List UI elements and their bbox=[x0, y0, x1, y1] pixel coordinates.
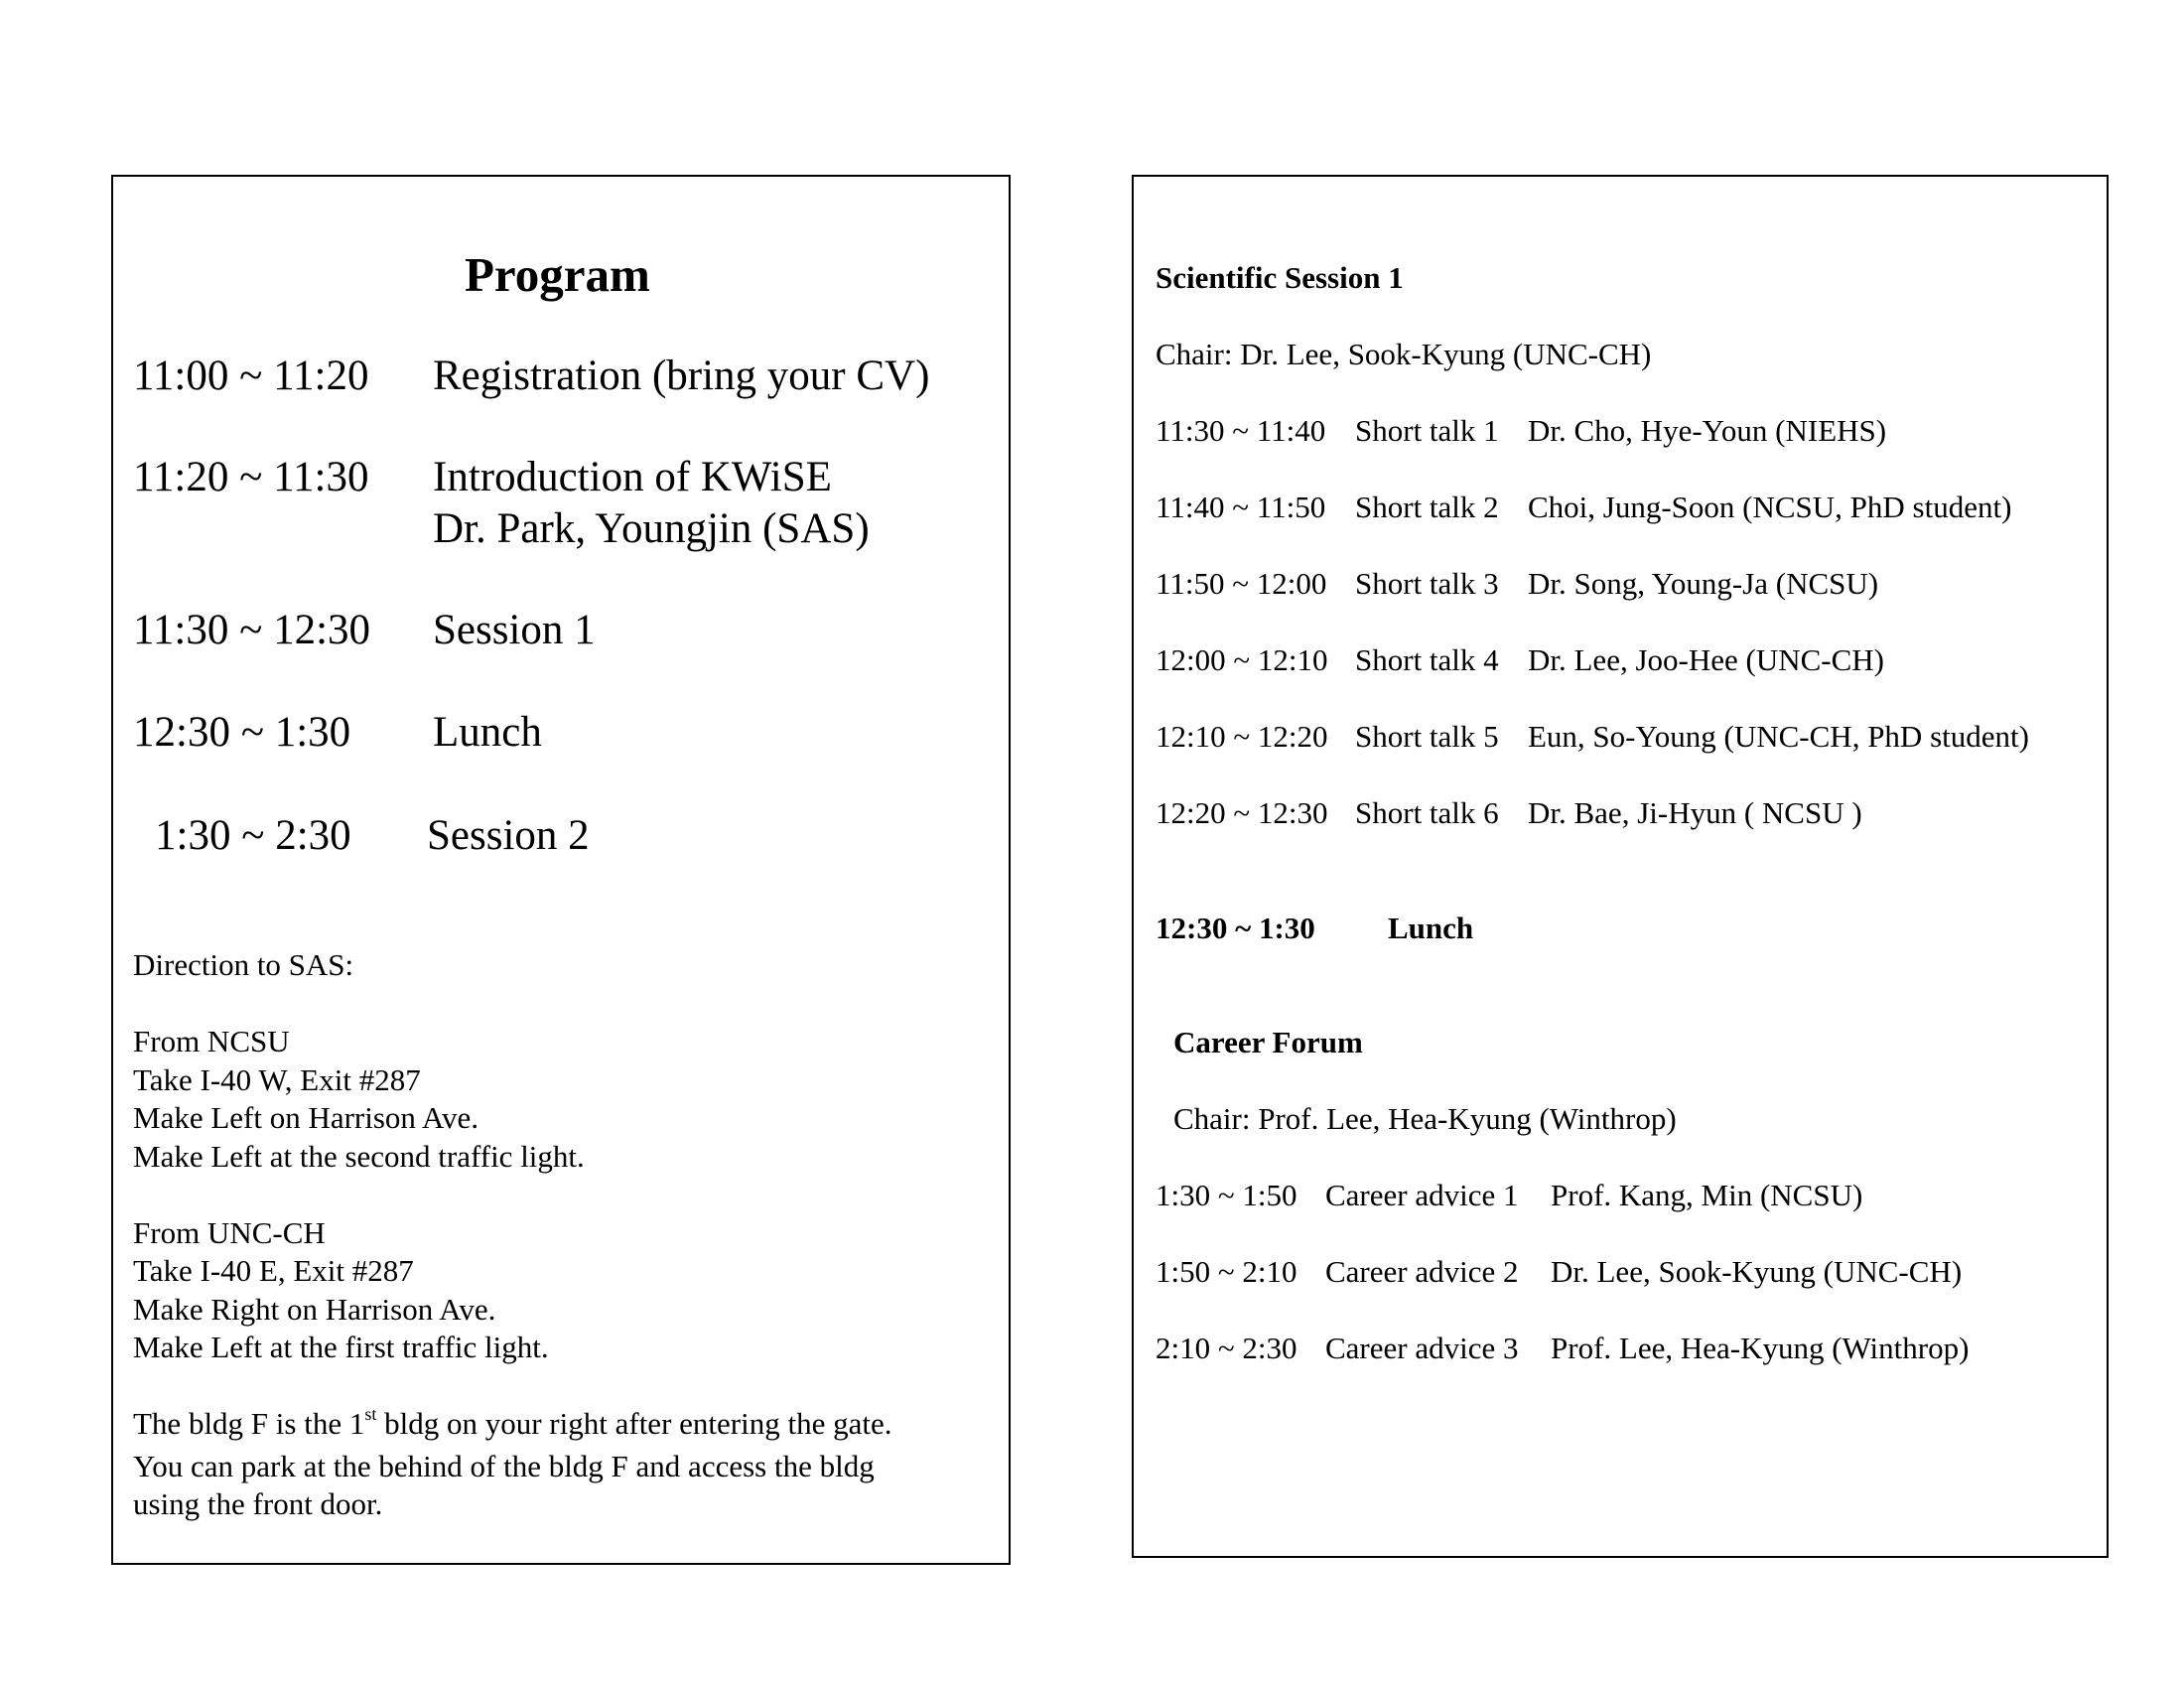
directions-line: Make Left at the first traffic light. bbox=[133, 1330, 549, 1364]
talk-time: 11:30 ~ 11:40 bbox=[1156, 413, 1326, 448]
career-title: Career Forum bbox=[1173, 1025, 1363, 1059]
talk-time: 12:00 ~ 12:10 bbox=[1156, 642, 1328, 677]
directions-line: Take I-40 E, Exit #287 bbox=[133, 1253, 414, 1288]
advice-speaker: Prof. Lee, Hea-Kyung (Winthrop) bbox=[1551, 1331, 1970, 1365]
building-note-line: using the front door. bbox=[133, 1486, 383, 1521]
talk-speaker: Dr. Bae, Ji-Hyun ( NCSU ) bbox=[1528, 795, 1862, 830]
advice-time: 1:30 ~ 1:50 bbox=[1156, 1178, 1297, 1212]
advice-speaker: Dr. Lee, Sook-Kyung (UNC-CH) bbox=[1551, 1254, 1963, 1289]
directions-unc-title: From UNC-CH bbox=[133, 1214, 326, 1250]
program-label: Introduction of KWiSE bbox=[433, 454, 832, 500]
talk-time: 12:20 ~ 12:30 bbox=[1156, 795, 1328, 830]
directions-heading: Direction to SAS: bbox=[133, 947, 354, 982]
talk-label: Short talk 4 bbox=[1355, 642, 1499, 677]
talk-label: Short talk 5 bbox=[1355, 719, 1499, 754]
program-label: Registration (bring your CV) bbox=[433, 352, 930, 399]
program-time: 12:30 ~ 1:30 bbox=[133, 709, 351, 756]
program-time: 1:30 ~ 2:30 bbox=[155, 812, 351, 859]
directions bbox=[133, 946, 891, 1524]
directions-line: Make Left at the second traffic light. bbox=[133, 1138, 585, 1174]
directions-line: Make Right on Harrison Ave. bbox=[133, 1291, 496, 1327]
talk-speaker: Eun, So-Young (UNC-CH, PhD student) bbox=[1528, 719, 2029, 754]
talk-time: 11:40 ~ 11:50 bbox=[1156, 490, 1326, 524]
program-time: 11:30 ~ 12:30 bbox=[133, 607, 371, 653]
career-chair: Chair: Prof. Lee, Hea-Kyung (Winthrop) bbox=[1173, 1101, 1677, 1136]
talk-label: Short talk 3 bbox=[1355, 566, 1499, 601]
advice-speaker: Prof. Kang, Min (NCSU) bbox=[1551, 1178, 1863, 1212]
program-time: 11:00 ~ 11:20 bbox=[133, 352, 369, 399]
program-title: Program bbox=[465, 247, 650, 302]
advice-label: Career advice 1 bbox=[1325, 1178, 1519, 1212]
advice-time: 2:10 ~ 2:30 bbox=[1156, 1331, 1297, 1365]
talk-label: Short talk 1 bbox=[1355, 413, 1499, 448]
program-time: 11:20 ~ 11:30 bbox=[133, 454, 369, 500]
building-note: The bldg F is the 1st bldg on your right after entering the gate. bbox=[133, 1404, 892, 1441]
talk-time: 11:50 ~ 12:00 bbox=[1156, 566, 1327, 601]
lunch-time: 12:30 ~ 1:30 bbox=[1156, 911, 1315, 945]
advice-time: 1:50 ~ 2:10 bbox=[1156, 1254, 1297, 1289]
directions-line: Take I-40 W, Exit #287 bbox=[133, 1061, 421, 1097]
program-label: Session 1 bbox=[433, 607, 596, 653]
program-sublabel: Dr. Park, Youngjin (SAS) bbox=[433, 505, 870, 552]
talk-label: Short talk 6 bbox=[1355, 795, 1499, 830]
talk-label: Short talk 2 bbox=[1355, 490, 1499, 524]
session1-title: Scientific Session 1 bbox=[1156, 260, 1404, 295]
program-label: Lunch bbox=[433, 709, 542, 756]
talk-speaker: Dr. Lee, Joo-Hee (UNC-CH) bbox=[1528, 642, 1884, 677]
talk-speaker: Dr. Song, Young-Ja (NCSU) bbox=[1528, 566, 1879, 601]
talk-speaker: Dr. Cho, Hye-Youn (NIEHS) bbox=[1528, 413, 1887, 448]
directions-ncsu-title: From NCSU bbox=[133, 1024, 290, 1058]
talk-time: 12:10 ~ 12:20 bbox=[1156, 719, 1328, 754]
session1-chair: Chair: Dr. Lee, Sook-Kyung (UNC-CH) bbox=[1156, 337, 1652, 371]
lunch-label: Lunch bbox=[1388, 911, 1474, 945]
building-note-line: You can park at the behind of the bldg F and access the bldg bbox=[133, 1448, 875, 1483]
directions-line: Make Left on Harrison Ave. bbox=[133, 1100, 479, 1135]
talk-speaker: Choi, Jung-Soon (NCSU, PhD student) bbox=[1528, 490, 2012, 524]
program-label: Session 2 bbox=[427, 812, 590, 859]
advice-label: Career advice 2 bbox=[1325, 1254, 1519, 1289]
advice-label: Career advice 3 bbox=[1325, 1331, 1519, 1365]
